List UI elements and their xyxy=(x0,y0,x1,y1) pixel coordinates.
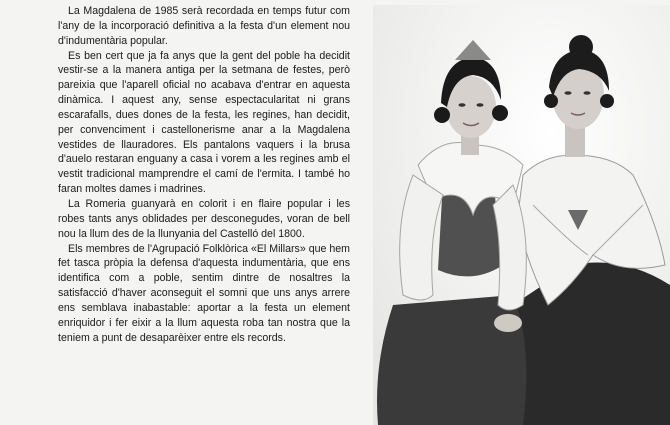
article-paragraph: Els membres de l'Agrupació Folklòrica «El Millars» que hem fet tasca pròpia la defensa d'aquesta indumentària, que ens identifica com a poble, sentim dintre de nosaltres la satisfacció d'haver aconseguit el somni que uns anys arrere ens semblava inabastable: aportar a la festa un element enriquidor i fer eixir a la llum aquesta roba tan nostra que la teniem a punt de desaparèixer entre els records. xyxy=(58,242,350,344)
article-text-column xyxy=(58,4,350,345)
article-paragraph: Es ben cert que ja fa anys que la gent del poble ha decidit vestir-se a la manera antiga per la setmana de festes, però pareixia que l'aparell oficial no acabava d'entrar en aquesta dinàmica. I aquest any, sense espectacularitat ni grans escarafalls, dues dones de la festa, les regines, han decidit, per convenciment i castellonerisme anar a la Magdalena vestides de llauradores. Els pantalons vaquers i la brusa d'auelo restaran enguany a casa i vorem a les regines amb el vestit tradicional mamprendre el camí de l'ermita. I també ho faran moltes dames i madrines. xyxy=(58,49,350,196)
article-paragraph: La Romeria guanyarà en colorit i en flaire popular i les robes tants anys oblidades per desconegudes, voran de bell nou la llum des de la llunyania del Castelló del 1800. xyxy=(58,197,350,240)
portrait-illustration xyxy=(373,5,670,425)
portrait-photo xyxy=(373,5,670,425)
article-paragraph: La Magdalena de 1985 serà recordada en temps futur com l'any de la incorporació definitiva a la festa d'un element nou d'indumentària popular. xyxy=(58,5,350,47)
